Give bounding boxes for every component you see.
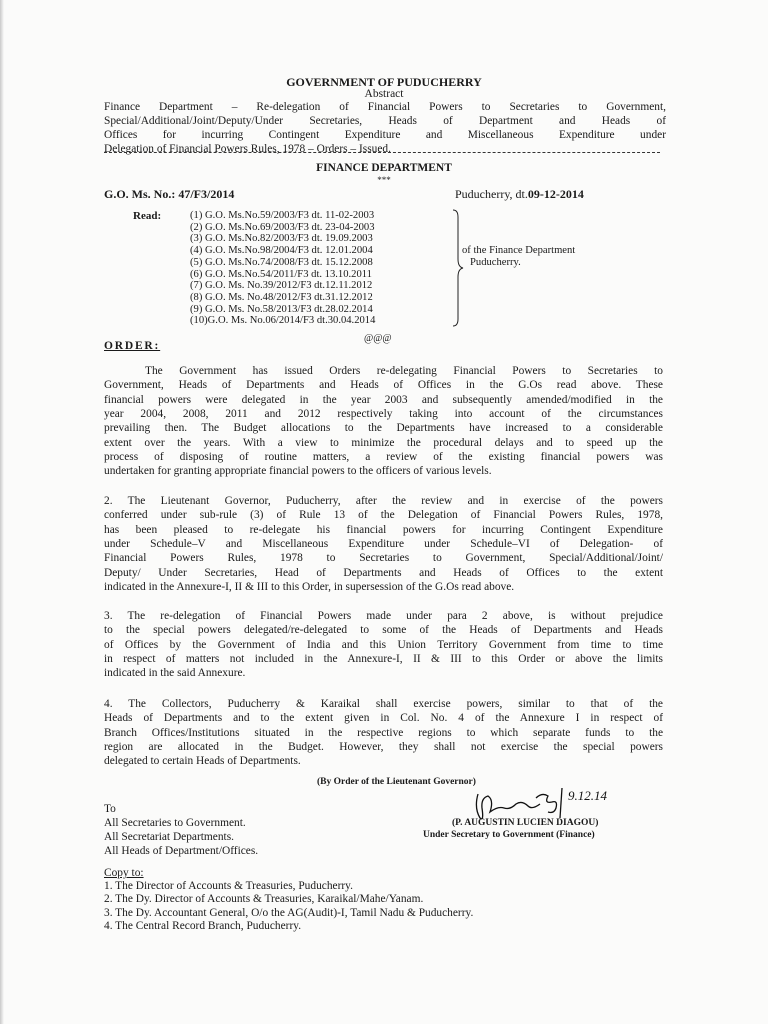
paragraph-line: prevailing then. The Budget allocations to the Departments have increased to a considerable [104,422,663,435]
reference-item: (8) G.O. Ms. No.48/2012/F3 dt.31.12.2012 [190,291,373,303]
brace-annotation [462,245,575,269]
paragraph-line: 4. The Collectors, Puducherry & Karaikal shall exercise powers, similar to that of the [104,698,663,710]
copy-item: 4. The Central Record Branch, Puducherry. [104,919,302,932]
subject-line: Finance Department – Re-delegation of Financial Powers to Secretaries to Government, [104,101,666,113]
order-paragraph-3 [104,609,663,681]
paragraph-line: in respect of matters not included in the Annexure-I, II & III to this Order or above the limits [104,653,663,666]
subject-line: Offices for incurring Contingent Expenditure and Miscellaneous Expenditure under [104,129,666,141]
paragraph-line: year 2004, 2008, 2011 and 2012 respectively taking into account of the circumstances [104,408,663,421]
paragraph-line: 3. The re-delegation of Financial Powers made under para 2 above, is without prejudice [104,610,663,622]
reference-item: (1) G.O. Ms.No.59/2003/F3 dt. 11-02-2003 [190,210,375,221]
paragraph-line: The Government has issued Orders re-delegating Financial Powers to Secretaries to [145,365,663,377]
stars-separator: *** [377,175,391,185]
copy-to-label: Copy to: [104,867,144,879]
brace-text-place: Puducherry. [470,257,521,268]
paragraph-line: 2. The Lieutenant Governor, Puducherry, after the review and in exercise of the powers [104,495,663,507]
paragraph-line: extent over the years. With a view to minimize the procedural delays and to speed up the [104,436,663,449]
by-order-line: (By Order of the Lieutenant Governor) [317,777,476,787]
paragraph-line: Branch Offices/Institutions situated in the respective regions to which separate funds to the [104,726,663,739]
to-block [104,802,258,858]
order-date: 09-12-2014 [527,187,584,201]
order-paragraph-2 [104,494,663,594]
recipient-item: All Heads of Department/Offices. [104,845,259,857]
reference-item: (6) G.O. Ms.No.54/2011/F3 dt. 13.10.2011 [190,268,372,280]
copy-item: 1. The Director of Accounts & Treasuries, Puducherry. [104,880,353,892]
recipient-item: All Secretariat Departments. [104,831,234,843]
paragraph-line: under Schedule–V and Miscellaneous Expenditure under Schedule–VI of Delegation- of [104,538,663,551]
go-number: G.O. Ms. No.: 47/F3/2014 [104,187,235,201]
scan-edge-shadow [0,0,4,1024]
subject-line: Delegation of Financial Powers Rules, 1978 – Orders – Issued. [104,143,391,155]
to-label: To [104,803,116,815]
reference-item: (5) G.O. Ms.No.74/2008/F3 dt. 15.12.2008 [190,256,373,268]
paragraph-line: undertaken for granting appropriate financial powers to the officers of various levels. [104,465,492,478]
paragraph-line: Financial Powers Rules, 1978 to Secretaries to Government, Special/Additional/Joint/ [104,552,663,565]
recipient-item: All Secretaries to Government. [104,817,246,829]
copy-list [104,880,473,933]
reference-item: (10)G.O. Ms. No.06/2014/F3 dt.30.04.2014 [190,315,376,327]
brace-text-department: of the Finance Department [462,245,576,256]
copy-item: 3. The Dy. Accountant General, O/o the AG(Audit)-I, Tamil Nadu & Puducherry. [104,906,474,919]
abstract-label: Abstract [364,88,404,100]
paragraph-line: Heads of Departments and to the extent given in Col. No. 4 of the Annexure I in respect of [104,712,663,725]
paragraph-line: financial powers were delegated in the year 2003 and subsequently amended/modified in the [104,393,663,406]
paragraph-line: Deputy/ Under Secretaries, Head of Departments and Heads of Offices to the extent [104,566,663,579]
subject-block [104,100,666,156]
reference-list [190,210,375,327]
paragraph-line: region are allocated in the Budget. However, they shall not exercise the special powers [104,741,663,754]
paragraph-line: process of disposing of routine matters, a review of the existing financial powers was [104,451,663,464]
subject-line: Special/Additional/Joint/Deputy/Under Secretaries, Heads of Department and Heads of [104,115,666,127]
paragraph-line: indicated in the Annexure-I, II & III to this Order, in supersession of the G.Os read above. [104,581,515,594]
signatory-name: (P. AUGUSTIN LUCIEN DIAGOU) [452,818,599,828]
reference-item: (7) G.O. Ms. No.39/2012/F3 dt.12.11.2012 [190,280,373,292]
order-paragraph-4 [104,697,663,769]
reference-item: (4) G.O. Ms.No.98/2004/F3 dt. 12.01.2004 [190,245,373,257]
place-date [455,187,584,202]
government-title: GOVERNMENT OF PUDUCHERRY [286,75,482,89]
paragraph-line: conferred under sub-rule (3) of Rule 13 of the Delegation of Financial Powers Rules, 1978, [104,509,663,522]
place-label: Puducherry, dt. [455,187,528,201]
paragraph-line: indicated in the said Annexure. [104,667,246,680]
paragraph-line: delegated to certain Heads of Departments. [104,755,301,768]
handwritten-date: 9.12.14 [568,788,607,803]
copy-item: 2. The Dy. Director of Accounts & Treasuries, Karaikal/Mahe/Yanam. [104,893,424,906]
order-heading: ORDER: [104,340,161,352]
reference-item: (2) G.O. Ms.No.69/2003/F3 dt. 23-04-2003 [190,221,375,233]
order-paragraph-1 [104,364,663,479]
paragraph-line: Government, Heads of Departments and Heads of Offices in the G.Os read above. These [104,379,663,392]
signatory-designation: Under Secretary to Government (Finance) [423,830,595,840]
department-title: FINANCE DEPARTMENT [316,162,452,174]
reference-item: (9) G.O. Ms. No.58/2013/F3 dt.28.02.2014 [190,303,373,315]
paragraph-line: has been pleased to re-delegate his financial powers for incurring Contingent Expenditure [104,523,663,536]
paragraph-line: of Offices by the Government of India and this Union Territory Government from time to time [104,638,663,651]
reference-item: (3) G.O. Ms.No.82/2003/F3 dt. 19.09.2003 [190,233,373,245]
read-label: Read: [133,210,162,222]
at-separator: @@@ [364,333,392,344]
paragraph-line: to the special powers delegated/re-delegated to some of the Heads of Departments and Heads [104,624,663,637]
dashed-divider [104,152,660,153]
